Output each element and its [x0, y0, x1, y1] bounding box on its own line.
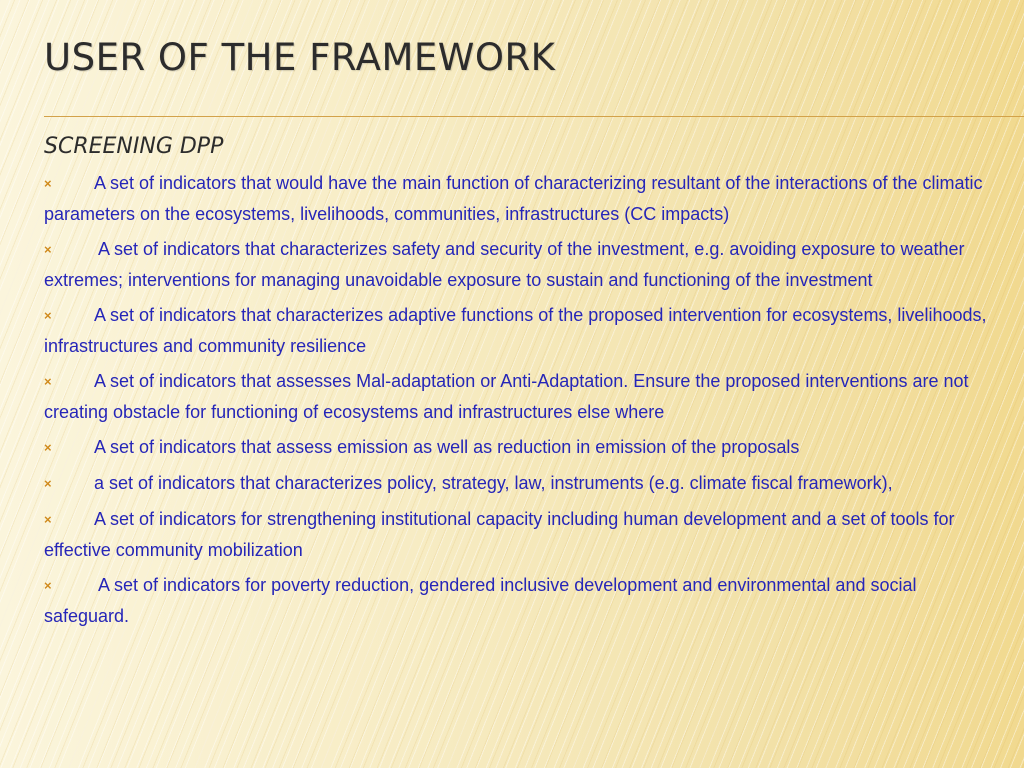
list-item	[44, 504, 994, 565]
x-mark-icon	[44, 367, 94, 397]
bullet-list	[44, 168, 994, 636]
slide-subtitle: SCREENING DPP	[44, 134, 224, 159]
x-mark-icon	[44, 505, 94, 535]
bullet-text: A set of indicators that characterizes adaptive functions of the proposed intervention for ecosystems, livelihoods, infrastructures and community resilience	[44, 305, 987, 356]
bullet-text: a set of indicators that characterizes policy, strategy, law, instruments (e.g. climate fiscal framework),	[94, 473, 893, 493]
list-item	[44, 300, 994, 361]
bullet-text: A set of indicators that characterizes safety and security of the investment, e.g. avoiding exposure to weather extremes; interventions for managing unavoidable exposure to sustain and functioning of the investment	[44, 239, 965, 290]
list-item	[44, 432, 994, 463]
x-mark-icon	[44, 469, 94, 499]
bullet-text: A set of indicators for poverty reduction, gendered inclusive development and environmental and social safeguard.	[44, 575, 917, 626]
bullet-text: A set of indicators that assesses Mal-adaptation or Anti-Adaptation. Ensure the proposed interventions are not creating obstacle for functioning of ecosystems and infrastructures else where	[44, 371, 969, 422]
x-mark-icon	[44, 235, 94, 265]
bullet-text: A set of indicators for strengthening institutional capacity including human development and a set of tools for effective community mobilization	[44, 509, 955, 560]
title-divider	[44, 116, 1024, 117]
slide-title: USER OF THE FRAMEWORK	[44, 36, 556, 79]
list-item	[44, 366, 994, 427]
list-item	[44, 468, 994, 499]
bullet-text: A set of indicators that assess emission as well as reduction in emission of the proposals	[94, 437, 800, 457]
list-item	[44, 168, 994, 229]
list-item	[44, 234, 994, 295]
bullet-text: A set of indicators that would have the main function of characterizing resultant of the interactions of the climatic parameters on the ecosystems, livelihoods, communities, infrastructures (CC impacts)	[44, 173, 983, 224]
x-mark-icon	[44, 169, 94, 199]
list-item	[44, 570, 994, 631]
x-mark-icon	[44, 433, 94, 463]
x-mark-icon	[44, 301, 94, 331]
x-mark-icon	[44, 571, 94, 601]
